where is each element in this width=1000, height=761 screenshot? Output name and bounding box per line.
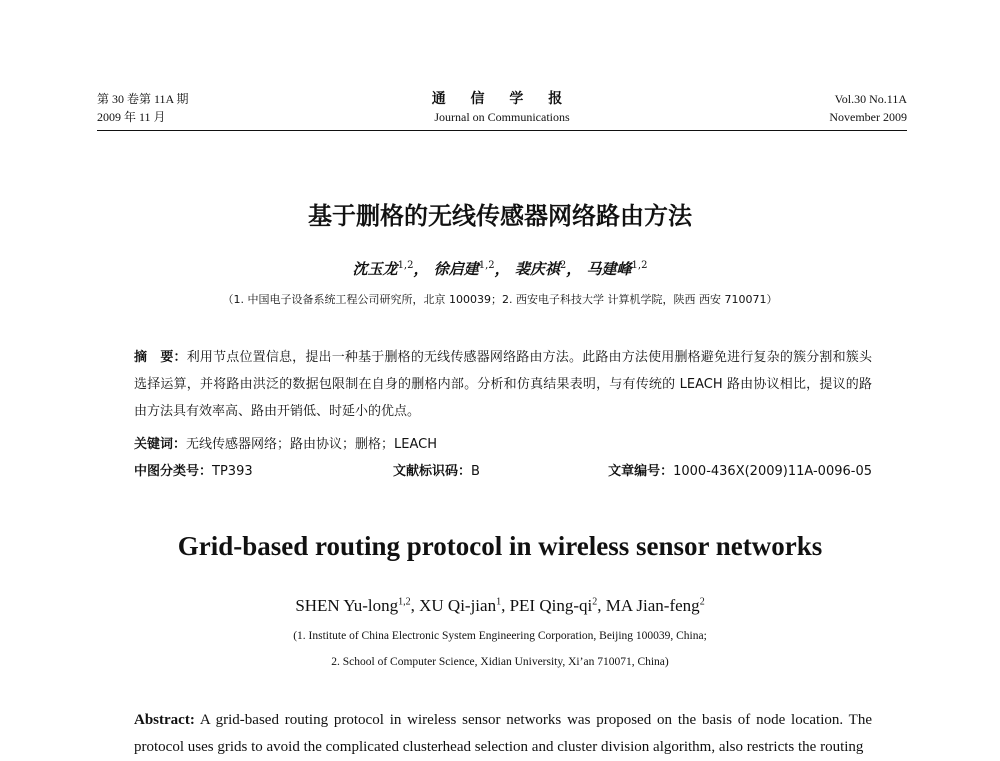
affiliation-en-2: 2. School of Computer Science, Xidian University, Xi’an 710071, China) [331,656,669,668]
keywords-cn-label: 关键词： [134,437,187,452]
issue-date-en: November 2009 [829,110,907,124]
author-cn: 裴庆祺$^2$， [514,260,582,278]
paper-title-en: Grid-based routing protocol in wireless sensor networks [177,531,823,561]
author-en: PEI Qing-$qi^2$, [509,596,606,615]
affiliation-en-1: (1. Institute of China Electronic System Engineering Corporation, Beijing 100039, China; [293,630,707,642]
author-cn: 沈玉龙$^{1,2}$， [352,260,429,278]
author-en: SHEN Yu-long$^{1,2}$, [295,596,420,615]
keywords-cn-text: 无线传感器网络；路由协议；删格；LEACH [186,437,437,452]
abstract-cn [134,344,872,425]
paper-title-cn: 基于删格的无线传感器网络路由方法 [308,202,692,230]
journal-name-cn: 通 信 学 报 [431,91,573,107]
journal-name-en: Journal on Communications [434,110,570,124]
volume-issue-en: Vol.30 No.11A [834,92,907,106]
issue-date: 2009 年 11 月 [97,110,166,124]
volume-issue: 第 30 卷第 11A 期 [97,92,189,106]
abstract-en [134,707,872,761]
header-rule [97,130,907,131]
journal-header [97,90,907,130]
journal-name [97,90,907,126]
abstract-en-text: A grid-based routing protocol in wireless sensor networks was proposed on the basis of node location. The protocol uses grids to avoid the complicated clusterhead selection and cluster division algorithm, also restricts the routing [134,712,872,755]
author-cn: 马建峰$^{1,2}$ [586,260,648,278]
author-cn: 徐启建$^{1,2}$， [433,260,510,278]
abstract-cn-label: 摘 要： [134,350,187,365]
affiliation-cn: （1. 中国电子设备系统工程公司研究所，北京 100039；2. 西安电子科技大学 计算机学院，陕西 西安 710071） [222,293,778,306]
document-code: 文献标识码：B [393,464,480,479]
authors-en [0,596,1000,616]
article-number: 文章编号：1000-436X(2009)11A-0096-05 [608,464,872,479]
author-en: XU Qi-jian$^1$, [419,596,510,615]
authors-cn [0,258,1000,279]
abstract-cn-text: 利用节点位置信息，提出一种基于删格的无线传感器网络路由方法。此路由方法使用删格避免进行复杂的簇分割和簇头选择运算，并将路由洪泛的数据包限制在自身的删格内部。分析和仿真结果表明，与有传统的 LEACH 路由协议相比，提议的路由方法具有效率高、路由开销低、时延小的优点。 [134,350,872,419]
issue-info-en [829,90,907,126]
keywords-cn [134,433,872,452]
clc-number: 中图分类号：TP393 [134,464,253,479]
author-en: MA Jian-feng$^2$ [605,596,705,615]
abstract-en-label: Abstract: [134,712,195,728]
